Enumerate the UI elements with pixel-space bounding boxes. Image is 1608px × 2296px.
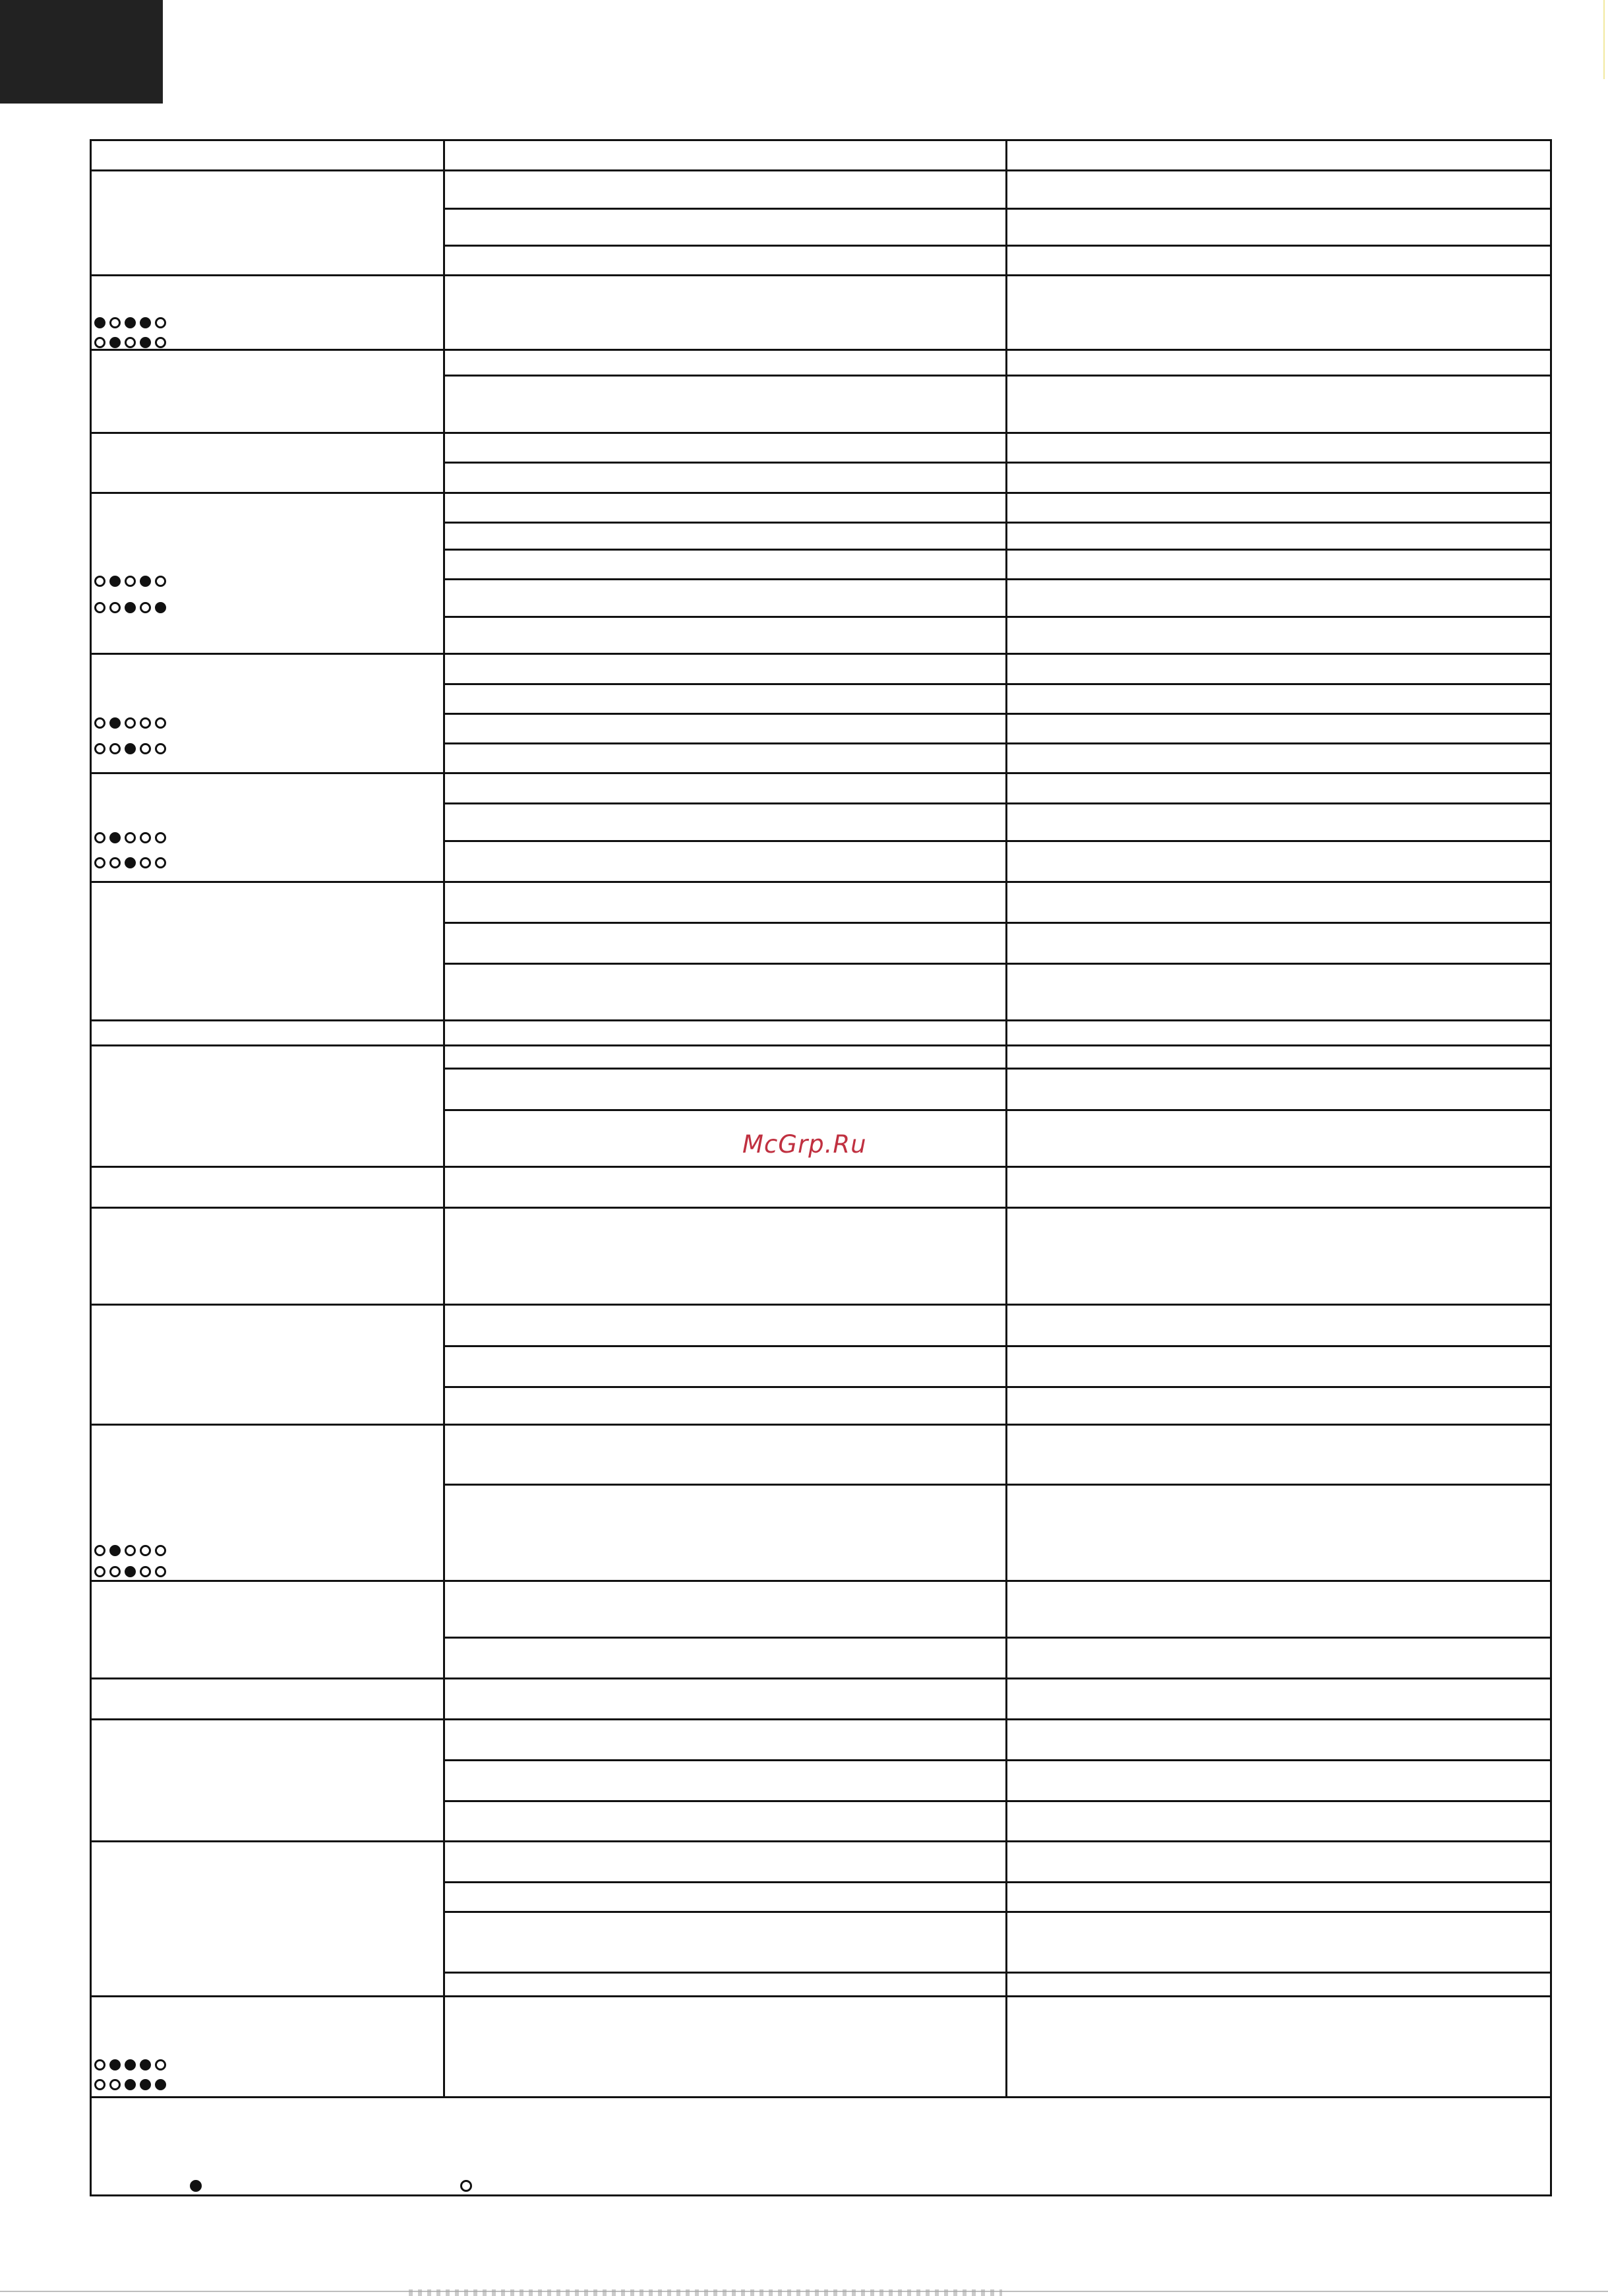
- indicator-dot-row: [94, 574, 166, 588]
- hollow-circle-icon: [155, 717, 166, 729]
- filled-circle-icon: [109, 337, 121, 348]
- hollow-circle-icon: [94, 337, 105, 348]
- row-separator: [90, 2096, 1552, 2098]
- hollow-circle-icon: [94, 2059, 105, 2070]
- indicator-dot-row: [94, 600, 166, 615]
- hollow-circle-icon: [155, 832, 166, 843]
- row-separator: [90, 169, 1552, 171]
- hollow-circle-icon: [109, 2079, 121, 2090]
- hollow-circle-icon: [125, 337, 136, 348]
- indicator-dot-row: [94, 315, 166, 330]
- row-separator: [90, 1044, 1552, 1046]
- hollow-circle-icon: [125, 1545, 136, 1556]
- page-edge-line: [1603, 0, 1605, 79]
- sub-row-separator: [443, 578, 1552, 580]
- hollow-circle-icon: [140, 832, 151, 843]
- sub-row-separator: [443, 802, 1552, 804]
- row-separator: [90, 653, 1552, 655]
- row-separator: [90, 1840, 1552, 1842]
- footer-marks: [409, 2289, 1002, 2296]
- hollow-circle-icon: [140, 857, 151, 868]
- row-separator: [90, 1424, 1552, 1426]
- hollow-circle-icon: [155, 337, 166, 348]
- sub-row-separator: [443, 1637, 1552, 1639]
- hollow-circle-icon: [125, 576, 136, 587]
- filled-circle-icon: [125, 1566, 136, 1577]
- sub-row-separator: [443, 522, 1552, 524]
- hollow-circle-icon: [94, 1545, 105, 1556]
- filled-circle-icon: [155, 2079, 166, 2090]
- row-separator: [90, 1019, 1552, 1021]
- row-separator: [90, 492, 1552, 494]
- filled-circle-icon: [140, 317, 151, 328]
- filled-circle-icon: [109, 832, 121, 843]
- hollow-circle-icon: [155, 317, 166, 328]
- sub-row-separator: [443, 840, 1552, 842]
- hollow-circle-icon: [94, 743, 105, 754]
- hollow-circle-icon: [94, 857, 105, 868]
- sub-row-separator: [443, 245, 1552, 247]
- row-separator: [90, 1718, 1552, 1720]
- filled-circle-icon: [109, 576, 121, 587]
- filled-circle-icon: [140, 2079, 151, 2090]
- filled-circle-icon: [140, 576, 151, 587]
- filled-circle-icon: [125, 317, 136, 328]
- sub-row-separator: [443, 713, 1552, 715]
- row-separator: [90, 1580, 1552, 1582]
- filled-circle-icon: [125, 857, 136, 868]
- row-separator: [90, 349, 1552, 351]
- filled-circle-icon: [109, 717, 121, 729]
- row-separator: [90, 432, 1552, 434]
- hollow-circle-icon: [94, 1566, 105, 1577]
- row-separator: [90, 274, 1552, 276]
- watermark-text: McGrp.Ru: [742, 1130, 867, 1159]
- hollow-circle-icon: [109, 317, 121, 328]
- hollow-circle-icon: [109, 857, 121, 868]
- filled-circle-icon: [109, 1545, 121, 1556]
- sub-row-separator: [443, 742, 1552, 744]
- filled-circle-icon: [125, 602, 136, 613]
- hollow-circle-icon: [94, 2079, 105, 2090]
- filled-circle-icon: [109, 2059, 121, 2070]
- filled-circle-icon: [125, 2079, 136, 2090]
- sub-row-separator: [443, 375, 1552, 377]
- hollow-circle-icon: [94, 717, 105, 729]
- sub-row-separator: [443, 616, 1552, 618]
- hollow-circle-icon: [94, 576, 105, 587]
- specification-table: [90, 139, 1552, 2196]
- indicator-dot-row: [94, 830, 166, 845]
- hollow-circle-icon: [94, 602, 105, 613]
- sub-row-separator: [443, 963, 1552, 965]
- row-separator: [90, 772, 1552, 774]
- sub-row-separator: [443, 1484, 1552, 1486]
- filled-circle-icon: [125, 743, 136, 754]
- sub-row-separator: [443, 1068, 1552, 1070]
- hollow-circle-icon: [125, 717, 136, 729]
- hollow-circle-icon: [140, 743, 151, 754]
- indicator-dot-row: [94, 1564, 166, 1579]
- hollow-circle-icon: [155, 857, 166, 868]
- indicator-dot-row: [94, 715, 166, 730]
- sub-row-separator: [443, 922, 1552, 924]
- sub-row-separator: [443, 1800, 1552, 1802]
- hollow-circle-icon: [109, 602, 121, 613]
- hollow-circle-icon: [140, 1566, 151, 1577]
- sub-row-separator: [443, 1759, 1552, 1761]
- hollow-circle-icon: [109, 1566, 121, 1577]
- hollow-circle-icon: [109, 743, 121, 754]
- sub-row-separator: [443, 462, 1552, 464]
- hollow-circle-icon: [125, 832, 136, 843]
- indicator-dot-row: [94, 335, 166, 349]
- sub-row-separator: [443, 1386, 1552, 1388]
- indicator-dot-row: [94, 855, 166, 870]
- sub-row-separator: [443, 1109, 1552, 1111]
- sub-row-separator: [443, 1881, 1552, 1883]
- filled-circle-icon: [155, 602, 166, 613]
- sub-row-separator: [443, 549, 1552, 551]
- sub-row-separator: [443, 208, 1552, 210]
- hollow-circle-icon: [140, 717, 151, 729]
- indicator-dot-row: [94, 1543, 166, 1557]
- sub-row-separator: [443, 683, 1552, 685]
- hollow-circle-icon: [460, 2180, 472, 2192]
- row-separator: [90, 1677, 1552, 1679]
- hollow-circle-icon: [155, 1566, 166, 1577]
- sub-row-separator: [443, 1911, 1552, 1913]
- filled-circle-icon: [125, 2059, 136, 2070]
- row-separator: [90, 1304, 1552, 1306]
- indicator-dot-row: [94, 2057, 166, 2072]
- hollow-circle-icon: [140, 1545, 151, 1556]
- hollow-circle-icon: [140, 602, 151, 613]
- filled-circle-icon: [190, 2180, 202, 2192]
- hollow-circle-icon: [155, 576, 166, 587]
- hollow-circle-icon: [94, 832, 105, 843]
- row-separator: [90, 1995, 1552, 1997]
- filled-circle-icon: [140, 2059, 151, 2070]
- page-corner-block: [0, 0, 163, 104]
- sub-row-separator: [443, 1972, 1552, 1974]
- row-separator: [90, 1207, 1552, 1209]
- indicator-dot-row: [94, 741, 166, 756]
- hollow-circle-icon: [155, 2059, 166, 2070]
- filled-circle-icon: [94, 317, 105, 328]
- hollow-circle-icon: [155, 743, 166, 754]
- hollow-circle-icon: [155, 1545, 166, 1556]
- sub-row-separator: [443, 1345, 1552, 1347]
- row-separator: [90, 881, 1552, 883]
- row-separator: [90, 1166, 1552, 1168]
- filled-circle-icon: [140, 337, 151, 348]
- indicator-dot-row: [94, 2077, 166, 2092]
